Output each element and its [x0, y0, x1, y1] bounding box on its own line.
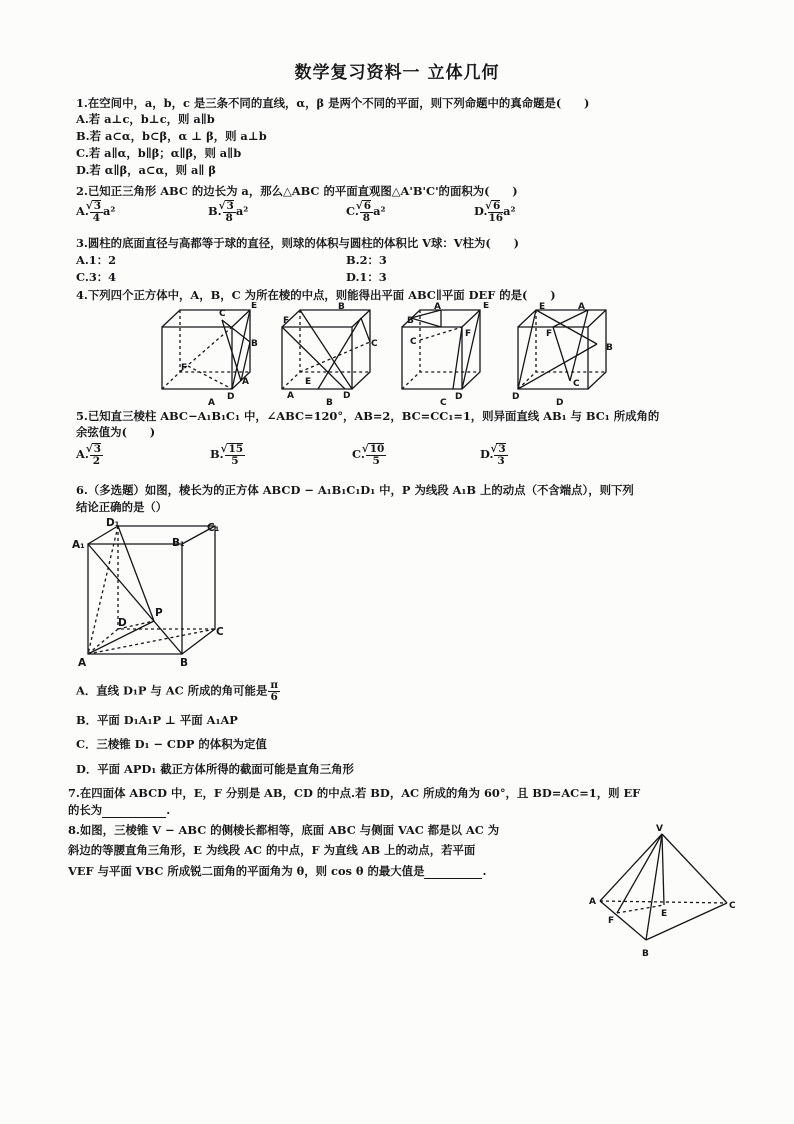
q6-option-b: B．平面 D₁A₁P ⊥ 平面 A₁AP	[76, 713, 238, 727]
svg-text:C: C	[410, 337, 417, 347]
fraction	[90, 443, 103, 467]
label-e: E	[661, 909, 668, 919]
svg-text:F: F	[181, 363, 188, 373]
label-b1: B₁	[172, 537, 185, 549]
svg-text:B: B	[407, 316, 414, 326]
q1-stem: 1.在空间中，a，b，c 是三条不同的直线，α，β 是两个不同的平面，则下列命题中的真命题是( )	[76, 96, 590, 110]
fraction	[268, 680, 280, 703]
label-d1: D₁	[106, 517, 120, 529]
cube-d	[518, 310, 606, 389]
label-b: B	[642, 949, 649, 959]
label-a: A	[589, 897, 596, 907]
q5-option-c	[352, 443, 386, 467]
answer-blank[interactable]	[102, 803, 166, 818]
denominator: 6	[270, 691, 278, 703]
option-label: B.	[208, 204, 222, 218]
option-tail: a²	[103, 204, 116, 218]
q8-line3-text: VEF 与平面 VBC 所成锐二面角的平面角为 θ，则 cos θ 的最大值是	[68, 864, 425, 878]
svg-text:F: F	[546, 329, 553, 339]
q7-stem-line2: 的长为 .	[68, 803, 171, 817]
option-label: D.	[474, 204, 488, 218]
svg-text:F: F	[465, 329, 472, 339]
label-c: C	[216, 626, 224, 638]
q3-option-a: A.1：2	[76, 253, 117, 267]
q6-stem-line1: 6.（多选题）如图，棱长为的正方体 ABCD − A₁B₁C₁D₁ 中，P 为线段 A₁B 上的动点（不含端点），则下列	[76, 483, 634, 497]
option-label: C.	[352, 447, 365, 461]
denominator: 3	[497, 455, 505, 467]
numerator: π	[270, 679, 279, 691]
q2-stem: 2.已知正三角形 ABC 的边长为 a，那么△ABC 的平面直观图△A'B'C'的面积为( )	[76, 184, 518, 198]
q6-stem-line2: 结论正确的是（）	[76, 500, 168, 514]
svg-text:C: C	[573, 379, 580, 389]
cube-a	[162, 310, 250, 389]
q5-option-d	[480, 443, 508, 467]
svg-text:F: F	[283, 316, 290, 326]
svg-text:A: A	[287, 391, 294, 401]
svg-text:A: A	[434, 302, 441, 312]
option-label: A.	[76, 204, 89, 218]
q6-cube-figure	[70, 516, 240, 672]
fraction	[366, 443, 387, 467]
label-v: V	[656, 824, 663, 834]
q3-stem: 3.圆柱的底面直径与高都等于球的直径，则球的体积与圆柱的体积比 V球：V柱为( )	[76, 236, 519, 250]
option-tail: a²	[373, 204, 386, 218]
q6-option-a	[76, 680, 280, 703]
numerator: √ 3	[92, 443, 101, 455]
q8-line3: VEF 与平面 VBC 所成锐二面角的平面角为 θ，则 cos θ 的最大值是 .	[68, 864, 487, 878]
label-c1: C₁	[207, 522, 220, 534]
answer-blank[interactable]	[424, 864, 482, 879]
label-a1: A₁	[72, 539, 85, 551]
q6-option-a-text: A．直线 D₁P 与 AC 所成的角可能是	[76, 683, 268, 698]
numerator: √ 6	[362, 200, 371, 212]
q3-option-b: B.2：3	[346, 253, 387, 267]
q8-line1: 8.如图，三棱锥 V − ABC 的侧棱长都相等，底面 ABC 与侧面 VAC 都是以 AC 为	[68, 823, 500, 837]
q4-caption-c: C	[440, 398, 447, 406]
option-label: D.	[480, 447, 494, 461]
q2-option-b	[208, 200, 248, 224]
denominator: 4	[92, 212, 101, 224]
denominator: 5	[372, 455, 380, 467]
svg-text:D: D	[227, 392, 235, 402]
q6-option-c: C．三棱锥 D₁ − CDP 的体积为定值	[76, 737, 267, 751]
svg-text:C: C	[371, 339, 378, 349]
q4-caption-b: B	[326, 398, 333, 406]
numerator: √ 3	[225, 200, 234, 212]
denominator: 5	[231, 455, 239, 467]
option-label: A.	[76, 447, 89, 461]
q4-cube-figures	[150, 302, 620, 406]
svg-text:E: E	[483, 302, 490, 311]
q7-stem-line1: 7.在四面体 ABCD 中，E，F 分别是 AB，CD 的中点.若 BD，AC 所成的角为 60°，且 BD=AC=1，则 EF	[68, 786, 641, 800]
q8-pyramid-figure	[586, 822, 746, 960]
svg-text:A: A	[578, 302, 585, 312]
q6-option-d: D．平面 APD₁ 截正方体所得的截面可能是直角三角形	[76, 762, 354, 776]
q8-line2: 斜边的等腰直角三角形，E 为线段 AC 的中点，F 为直线 AB 上的动点，若平面	[68, 843, 476, 857]
option-label: C.	[346, 204, 359, 218]
q4-caption-d: D	[556, 398, 564, 406]
q7-stem-text: 的长为	[68, 803, 103, 817]
q3-option-c: C.3：4	[76, 270, 117, 284]
numerator: √ 15	[227, 443, 244, 455]
svg-text:E: E	[539, 302, 546, 312]
q5-option-a	[76, 443, 103, 467]
svg-text:B: B	[606, 343, 613, 353]
q1-option-c: C.若 a∥α，b∥β；α∥β，则 a∥b	[76, 146, 242, 160]
svg-text:D: D	[455, 392, 463, 402]
option-tail: a²	[235, 204, 249, 218]
fraction	[360, 200, 373, 224]
option-label: B.	[210, 447, 224, 461]
q1-option-d: D.若 α∥β，a⊂α，则 a∥ β	[76, 163, 216, 177]
svg-text:B: B	[338, 302, 345, 312]
fraction	[225, 443, 246, 467]
svg-text:E: E	[251, 302, 258, 311]
denominator: 16	[488, 212, 504, 224]
q2-option-a	[76, 200, 115, 224]
fraction	[223, 200, 236, 224]
q5-stem-line1: 5.已知直三棱柱 ABC−A₁B₁C₁ 中，∠ABC=120°，AB=2，BC=CC₁=1，则异面直线 AB₁ 与 BC₁ 所成角的	[76, 409, 660, 423]
fraction	[90, 200, 103, 224]
numerator: √ 6	[491, 200, 500, 212]
q3-option-d: D.1：3	[346, 270, 387, 284]
svg-text:C: C	[219, 309, 226, 319]
fraction	[488, 200, 503, 224]
svg-text:B: B	[251, 339, 258, 349]
denominator: 8	[362, 212, 371, 224]
label-f: F	[608, 916, 615, 926]
numerator: √ 3	[496, 443, 505, 455]
q1-option-a: A.若 a⊥c，b⊥c，则 a∥b	[76, 112, 215, 126]
q5-stem-line2: 余弦值为( )	[76, 425, 156, 439]
denominator: 2	[92, 455, 101, 467]
q2-option-c	[346, 200, 385, 224]
q1-option-b: B.若 a⊂α，b⊂β，α ⊥ β，则 a⊥b	[76, 129, 267, 143]
label-d: D	[118, 617, 127, 629]
label-b: B	[180, 657, 189, 669]
numerator: √ 3	[92, 200, 101, 212]
cube-b	[282, 310, 370, 389]
numerator: √ 10	[368, 443, 385, 455]
svg-text:E: E	[305, 377, 312, 387]
option-tail: a²	[503, 204, 516, 218]
q2-option-d	[474, 200, 515, 224]
q5-option-b	[210, 443, 245, 467]
q4-caption-a: A	[208, 398, 215, 406]
q4-stem: 4.下列四个正方体中，A，B，C 为所在棱的中点，则能得出平面 ABC∥平面 DEF 的是( )	[76, 288, 556, 302]
label-p: P	[155, 607, 163, 619]
page-title: 数学复习资料一 立体几何	[294, 63, 500, 83]
svg-text:D: D	[343, 391, 351, 401]
label-a: A	[78, 657, 87, 669]
label-c: C	[729, 901, 736, 911]
fraction	[494, 443, 507, 467]
denominator: 8	[225, 212, 233, 224]
svg-text:A: A	[242, 377, 249, 387]
svg-text:D: D	[512, 392, 520, 402]
